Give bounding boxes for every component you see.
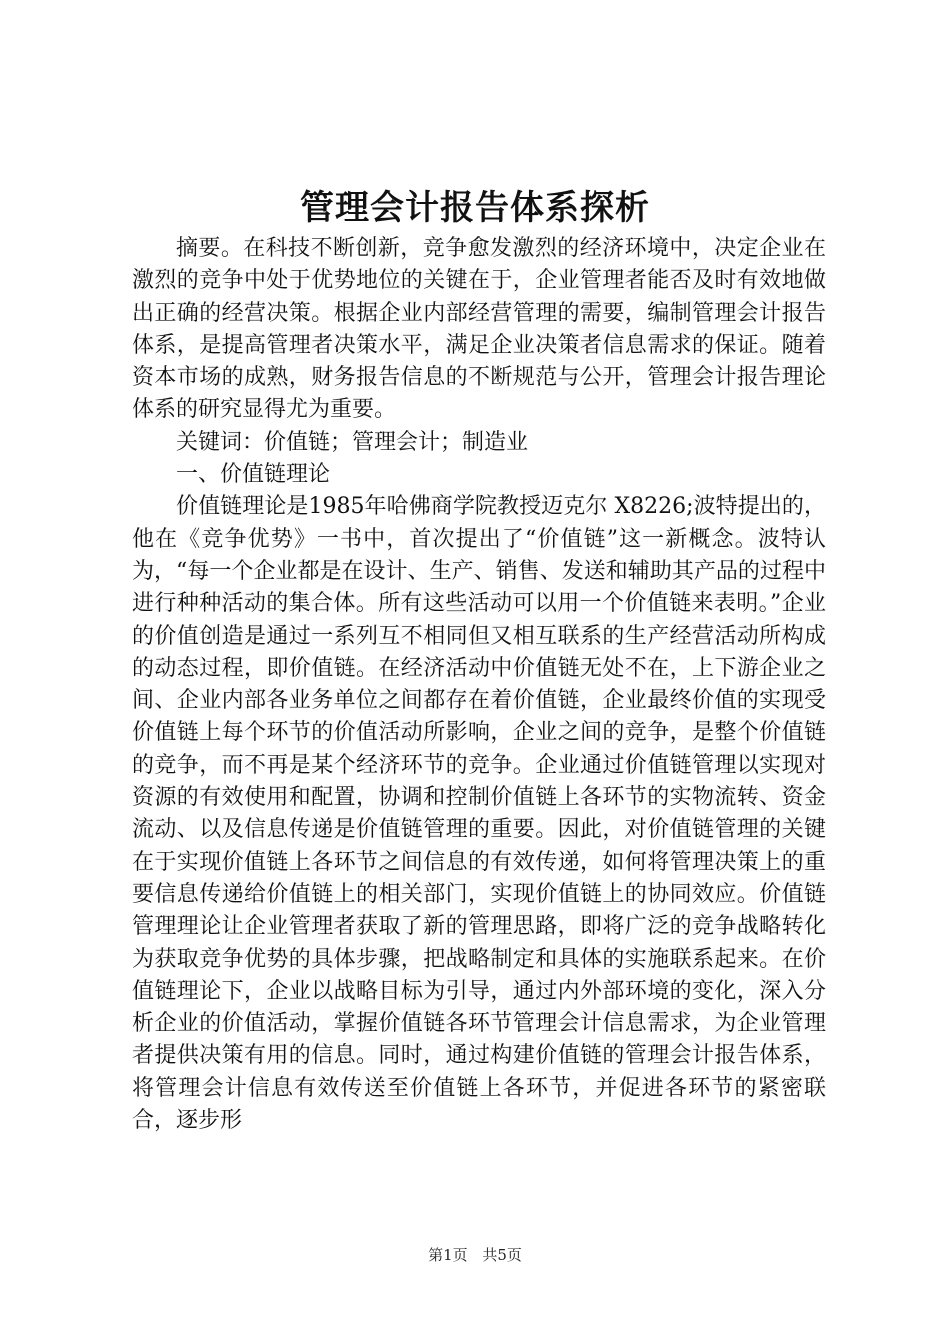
page-total: 共5页 (482, 1246, 522, 1264)
abstract-paragraph: 摘要。在科技不断创新，竞争愈发激烈的经济环境中，决定企业在激烈的竞争中处于优势地位的关键在于，企业管理者能否及时有效地做出正确的经营决策。根据企业内部经营管理的需要，编制管理会计报告体系，是提高管理者决策水平，满足企业决策者信息需求的保证。随着资本市场的成熟，财务报告信息的不断规范与公开，管理会计报告理论体系的研究显得尤为重要。 (132, 236, 826, 423)
keywords-paragraph: 关键词：价值链；管理会计；制造业 (176, 429, 529, 455)
section-heading: 一、价值链理论 (176, 462, 331, 488)
page-number: 第1页 (428, 1246, 468, 1264)
document-title: 管理会计报告体系探析 (300, 188, 650, 228)
page-footer (0, 1245, 950, 1265)
body-paragraph: 价值链理论是1985年哈佛商学院教授迈克尔 X8226;波特提出的，他在《竞争优势》一书中，首次提出了“价值链”这一新概念。波特认为，“每一个企业都是在设计、生产、销售、发送和辅助其产品的过程中进行种种活动的集合体。所有这些活动可以用一个价值链来表明。”企业的价值创造是通过一系列互不相同但又相互联系的生产经营活动所构成的动态过程，即价值链。在经济活动中价值链无处不在，上下游企业之间、企业内部各业务单位之间都存在着价值链，企业最终价值的实现受价值链上每个环节的价值活动所影响，企业之间的竞争，是整个价值链的竞争，而不再是某个经济环节的竞争。企业通过价值链管理以实现对资源的有效使用和配置，协调和控制价值链上各环节的实物流转、资金流动、以及信息传递是价值链管理的重要。因此，对价值链管理的关键在于实现价值链上各环节之间信息的有效传递，如何将管理决策上的重要信息传递给价值链上的相关部门，实现价值链上的协同效应。价值链管理理论让企业管理者获取了新的管理思路，即将广泛的竞争战略转化为获取竞争优势的具体步骤，把战略制定和具体的实施联系起来。在价值链理论下，企业以战略目标为引导，通过内外部环境的变化，深入分析企业的价值活动，掌握价值链各环节管理会计信息需求，为企业管理者提供决策有用的信息。同时，通过构建价值链的管理会计报告体系，将管理会计信息有效传送至价值链上各环节，并促进各环节的紧密联合，逐步形 (132, 494, 826, 1134)
document-body (132, 233, 826, 1137)
